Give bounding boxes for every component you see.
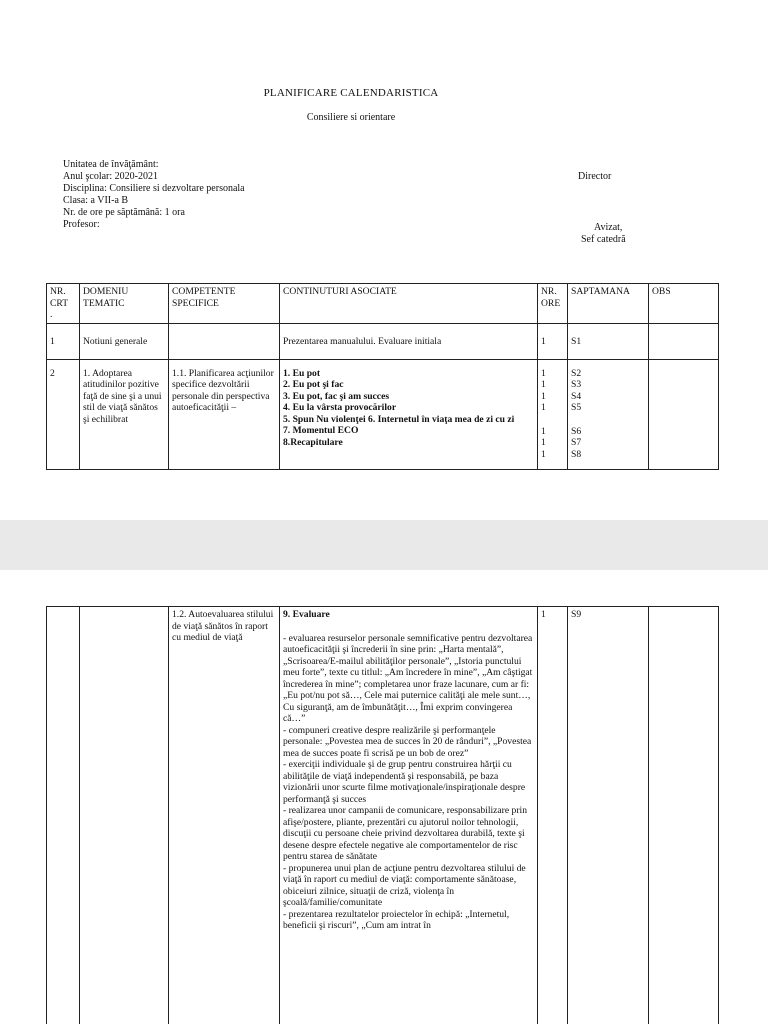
document-subtitle: Consiliere si orientare — [306, 112, 396, 123]
planning-table — [46, 283, 719, 470]
row2-nr: 2 — [47, 359, 80, 469]
row2-domeniu: 1. Adoptarea atitudinilor pozitive faţă de sine şi a unui stil de viaţă sănătos şi echilibrat — [80, 359, 169, 469]
lesson-item: 5. Spun Nu violenţei 6. Internetul în viaţa mea de zi cu zi — [283, 413, 515, 425]
director-label: Director — [578, 171, 612, 182]
row1-nr: 1 — [47, 323, 80, 359]
row1-saptamana: S1 — [568, 323, 649, 359]
row2-saptamani: S2 S3 S4 S5 S6 S7 S8 — [568, 359, 649, 469]
document-title: PLANIFICARE CALENDARISTICA — [263, 87, 439, 99]
avizat-label: Avizat, — [594, 222, 623, 233]
row2-obs — [649, 359, 719, 469]
row1-domeniu: Notiuni generale — [80, 323, 169, 359]
table-row — [47, 323, 719, 359]
table-row — [47, 359, 719, 469]
row1-competenta — [169, 323, 280, 359]
sef-catedra-label: Sef catedră — [581, 234, 626, 245]
lesson-item: 7. Momentul ECO — [283, 425, 359, 436]
table-header-row — [47, 284, 719, 324]
lesson-item: 4. Eu la vârsta provocărilor — [283, 402, 397, 413]
row1-ore: 1 — [538, 323, 568, 359]
header-nr-ore: NR. ORE — [538, 284, 568, 324]
activity-item: - compuneri creative despre realizările şi performanţele personale: „Povestea mea de succes în 20 de rânduri”, „Povestea mea de succes poate fi scrisă pe un bob de orez” — [283, 724, 532, 759]
info-disciplina: Disciplina: Consiliere si dezvoltare personala — [63, 183, 245, 194]
row1-continut: Prezentarea manualului. Evaluare initiala — [280, 323, 538, 359]
activity-item: - prezentarea rezultatelor proiectelor în echipă: „Internetul, beneficii şi riscuri”, „Cum am intrat în — [283, 908, 510, 931]
info-ore: Nr. de ore pe săptămână: 1 ora — [63, 207, 185, 218]
activity-item: - exerciţii individuale şi de grup pentru construirea hărţii cu abilităţile de viaţă independentă şi responsabilă, pe baza vizionării unor scurte filme motivaţionale/inspiraţionale despre performanţă şi succes — [283, 759, 526, 805]
row3-continuturi — [280, 607, 538, 1024]
table-row — [47, 607, 719, 1024]
row2-continuturi — [280, 359, 538, 469]
row2-ore: 1 1 1 1 1 1 1 — [538, 359, 568, 469]
header-obs: OBS — [649, 284, 719, 324]
header-continuturi: CONTINUTURI ASOCIATE — [280, 284, 538, 324]
row3-nr — [47, 607, 80, 1024]
row3-ore: 1 — [538, 607, 568, 1024]
header-competente: COMPETENTE SPECIFICE — [169, 284, 280, 324]
info-clasa: Clasa: a VII-a B — [63, 195, 129, 206]
activity-item: - evaluarea resurselor personale semnificative pentru dezvoltarea autoeficacităţii şi încrederii în sine prin: „Harta mentală”, „Scrisoarea/E-mailul abilităţilor personale”, „Istoria punctului meu forte”, texte cu titlul: „Am încredere în mine”, „Am câştigat încrederea în mine”; completarea unor fraze lacunare, cum ar fi: „Eu pot/nu pot să…, Cele mai puternice calităţi ale mele sunt…, Cu siguranţă, am de îmbunătăţit…, Îmi exprim convingerea că…” — [283, 632, 533, 724]
info-anul: Anul şcolar: 2020-2021 — [63, 171, 158, 182]
activity-item: - propunerea unui plan de acţiune pentru dezvoltarea stilului de viaţă în raport cu mediul de viaţă: comportamente sănătoase, obiceiuri zilnice, situaţii de criză, violenţa în şcoală/familie/comunitate — [283, 862, 526, 908]
row1-obs — [649, 323, 719, 359]
lesson-item: 2. Eu pot şi fac — [283, 379, 344, 390]
row3-domeniu — [80, 607, 169, 1024]
header-nr-crt: NR. CRT . — [47, 284, 80, 324]
info-unitatea: Unitatea de învăţământ: — [63, 159, 159, 170]
row3-saptamana: S9 — [568, 607, 649, 1024]
header-domeniu: DOMENIU TEMATIC — [80, 284, 169, 324]
row3-obs — [649, 607, 719, 1024]
row3-lesson-title: 9. Evaluare — [283, 609, 330, 620]
planning-table-continued — [46, 606, 719, 1024]
row3-competenta: 1.2. Autoevaluarea stilului de viaţă sănătos în raport cu mediul de viaţă — [169, 607, 280, 1024]
school-info-block — [63, 159, 245, 231]
activity-item: - realizarea unor campanii de comunicare, responsabilizare prin afişe/postere, pliante, prezentări cu ajutorul noilor tehnologii, discuţii cu persoane cheie privind dezvoltarea durabilă, texte şi desene despre efectele negative ale comportamentelor de risc pentru starea de sănătate — [283, 805, 527, 862]
header-saptamana: SAPTAMANA — [568, 284, 649, 324]
info-profesor: Profesor: — [63, 219, 100, 230]
row2-competenta: 1.1. Planificarea acţiunilor specifice dezvoltării personale din perspectiva autoeficacităţii – — [169, 359, 280, 469]
lesson-item: 8.Recapitulare — [283, 436, 343, 448]
lesson-item: 1. Eu pot — [283, 367, 321, 379]
lesson-item: 3. Eu pot, fac şi am succes — [283, 390, 390, 402]
